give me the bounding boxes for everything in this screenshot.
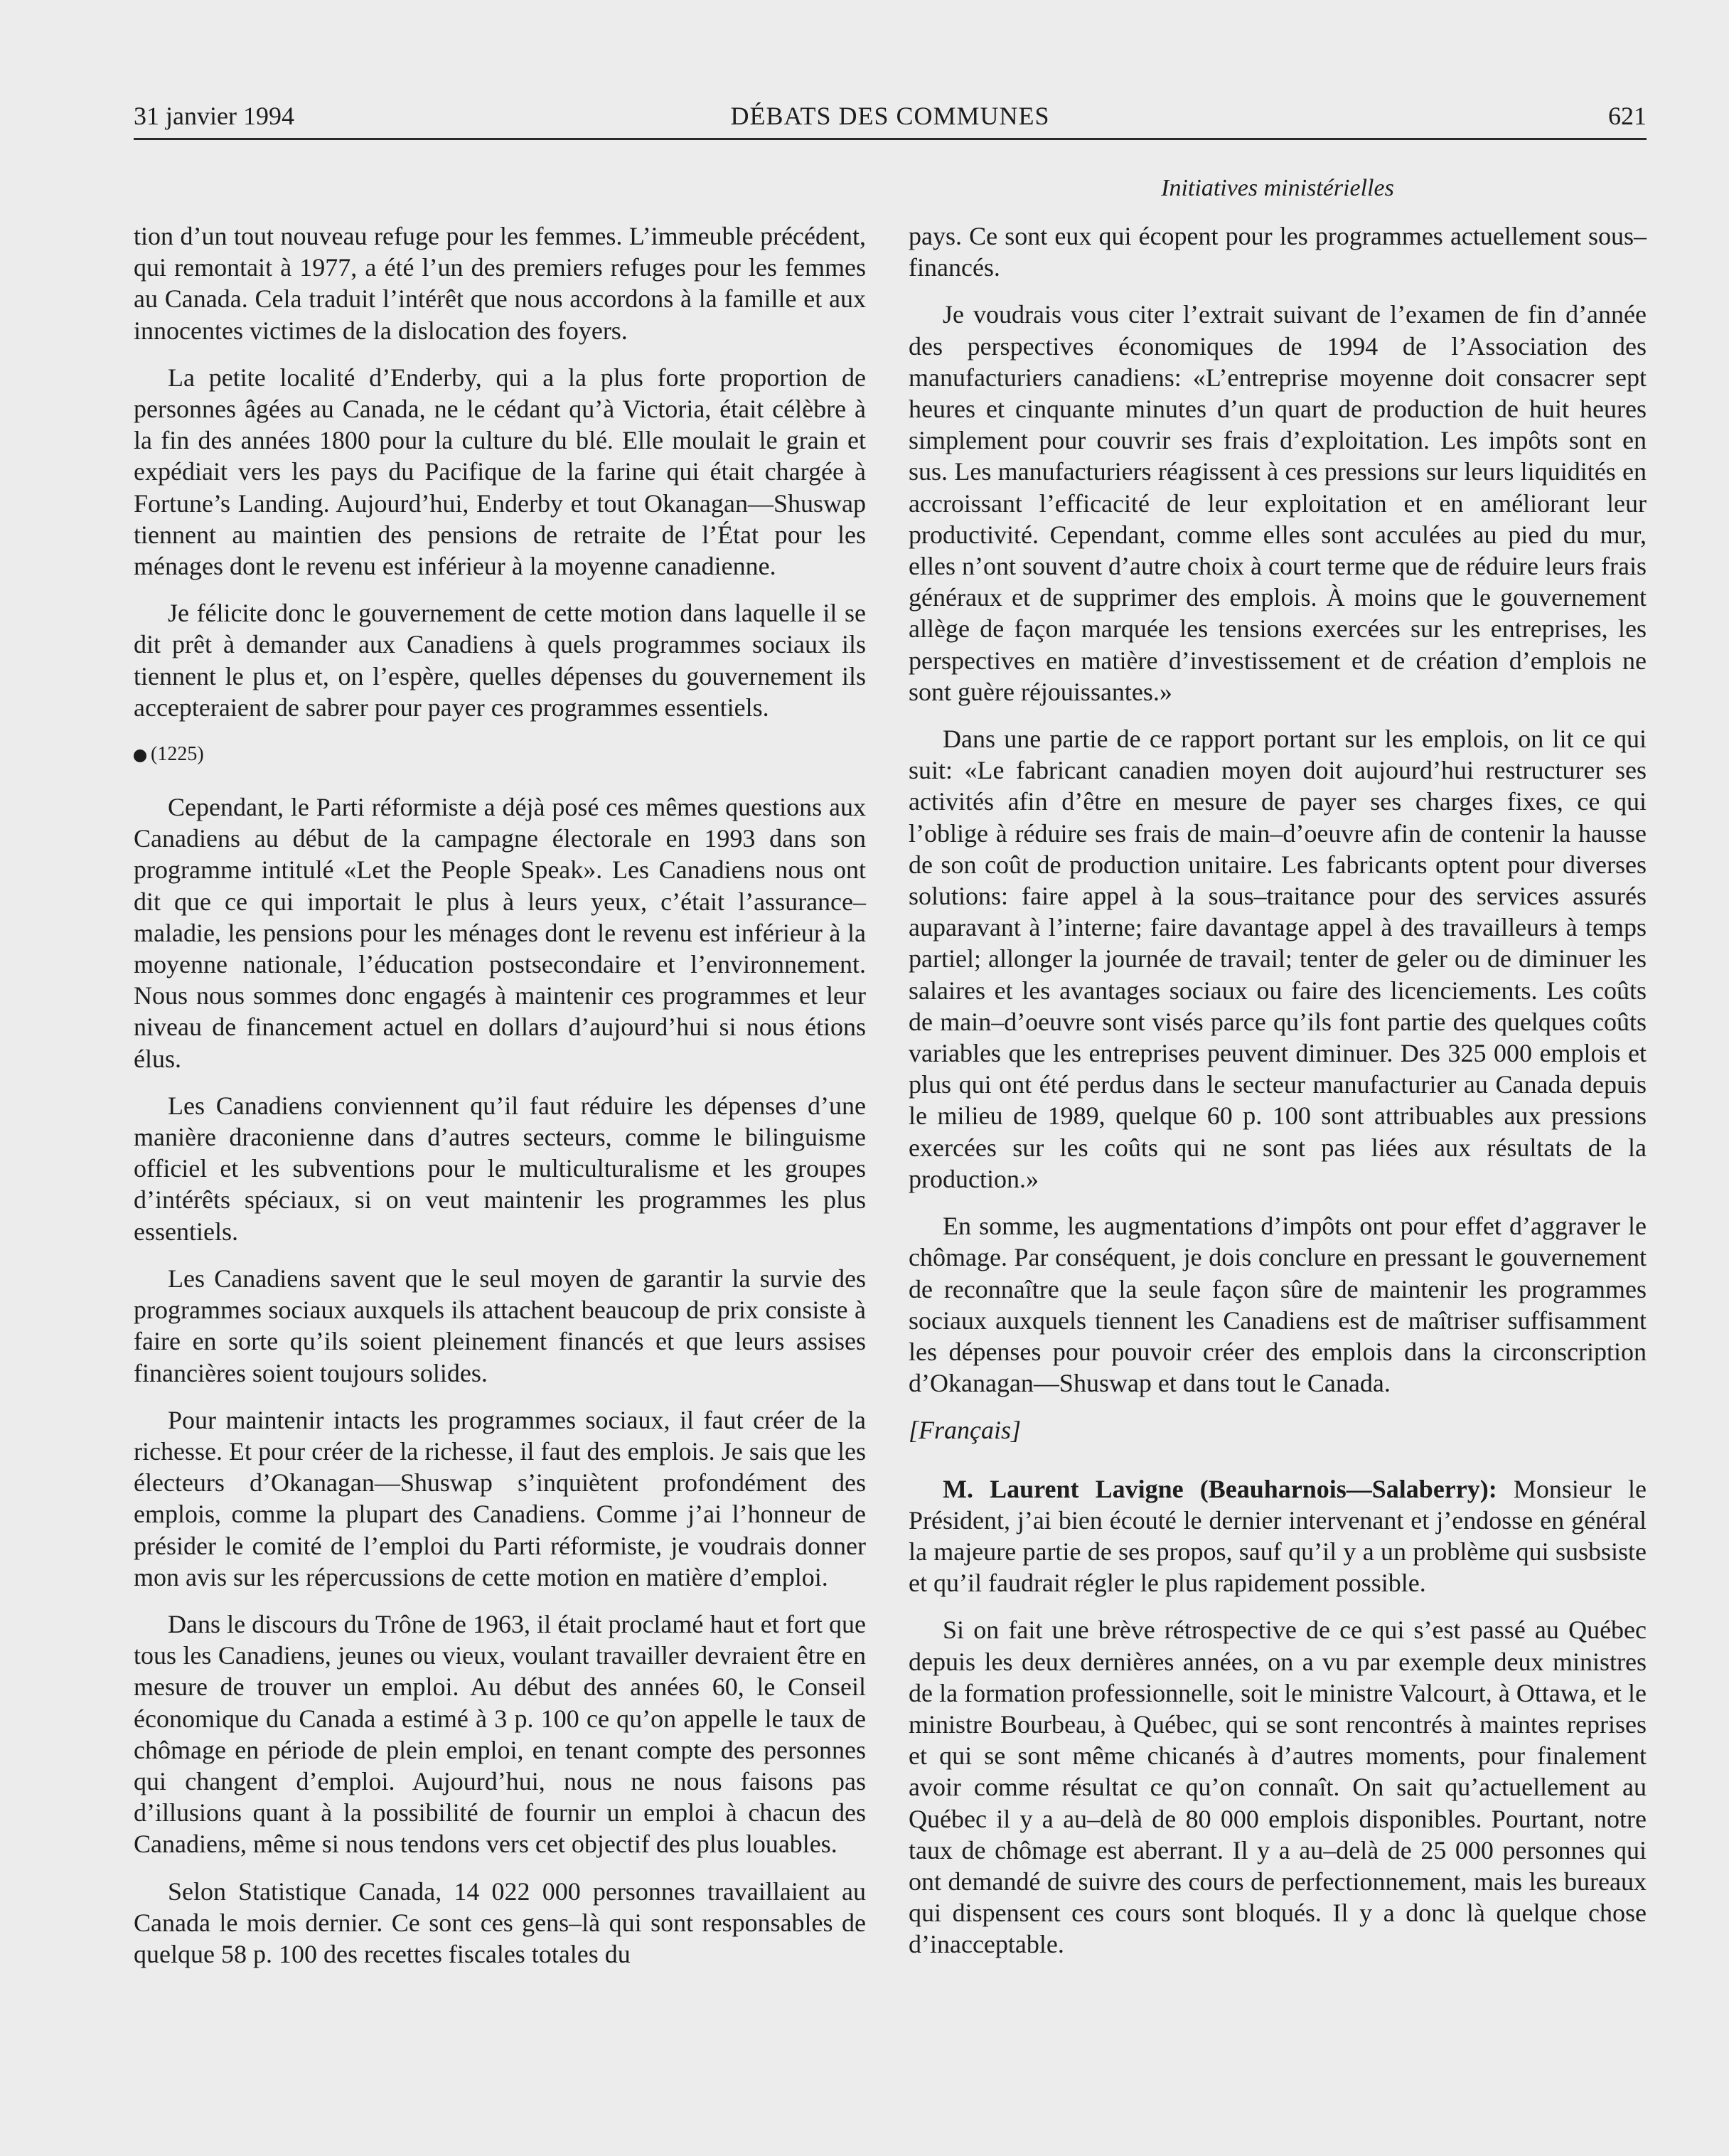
page-header bbox=[134, 97, 1647, 140]
publication-title: DÉBATS DES COMMUNES bbox=[730, 102, 1050, 130]
bullet-icon bbox=[134, 749, 146, 762]
paragraph: Les Canadiens conviennent qu’il faut réduire les dépenses d’une manière draconienne dans d’autres secteurs, comme le bilinguisme officiel et les subventions pour le multiculturalisme et les groupes d’intérêts spéciaux, si on veut maintenir les programmes les plus essentiels. bbox=[134, 1091, 866, 1246]
speaker-text: Monsieur le Président, j’ai bien écouté le dernier intervenant et j’endosse en général la majeure partie de ses propos, sauf qu’il y a un problème qui susbsiste et qu’il faudrait régler le plus rapidement possible. bbox=[909, 1474, 1647, 1598]
language-note: [Français] bbox=[909, 1416, 1022, 1445]
paragraph: Cependant, le Parti réformiste a déjà posé ces mêmes questions aux Canadiens au début de la campagne électorale en 1993 dans son programme intitulé «Let the People Speak». Les Canadiens nous ont dit que ce qui importait le plus à leurs yeux, c’était l’assurance–maladie, les pensions pour les ménages dont le revenu est inférieur à la moyenne nationale, l’éducation postsecondaire et l’environnement. Nous nous sommes donc engagés à maintenir ces programmes et leur niveau de financement actuel en dollars d’aujourd’hui si nous étions élus. bbox=[134, 793, 866, 1073]
paragraph: Pour maintenir intacts les programmes sociaux, il faut créer de la richesse. Et pour créer de la richesse, il faut des emplois. Je sais que les électeurs d’Okanagan—Shuswap s’inquiètent profondément des emplois, comme la plupart des Canadiens. Comme j’ai l’honneur de présider le comité de l’emploi du Parti réformiste, je voudrais donner mon avis sur les répercussions de cette motion en matière d’emploi. bbox=[134, 1405, 866, 1591]
speaker-paragraph bbox=[909, 1473, 1647, 1599]
time-marker-text: (1225) bbox=[151, 743, 204, 766]
paragraph: Dans une partie de ce rapport portant sur les emplois, on lit ce qui suit: «Le fabricant canadien moyen doit aujourd’hui restructurer ses activités afin d’être en mesure de payer ses charges fixes, ce qui l’oblige à réduire ses frais de main–d’oeuvre afin de contenir la hausse de son coût de production unitaire. Les fabricants optent pour diverses solutions: faire appel à la sous–traitance pour des services assurés auparavant à l’interne; faire davantage appel à des travailleurs à temps partiel; allonger la journée de travail; tenter de geler ou de diminuer les salaires et les avantages sociaux ou faire des licenciements. Les coûts de main–d’oeuvre sont visés parce qu’ils font partie des quelques coûts variables que les entreprises peuvent diminuer. Des 325 000 emplois et plus qui ont été perdus dans le secteur manufacturier au Canada depuis le milieu de 1989, quelque 60 p. 100 sont attribuables aux pressions exercées sur les coûts qui ne sont pas liées aux résultats de la production.» bbox=[909, 725, 1647, 1193]
page-number: 621 bbox=[1608, 102, 1647, 130]
paragraph: Selon Statistique Canada, 14 022 000 personnes travaillaient au Canada le mois dernier. Ce sont ces gens–là qui sont responsables de quelque 58 p. 100 des recettes fiscales totales du bbox=[134, 1877, 866, 1968]
paragraph: Si on fait une brève rétrospective de ce qui s’est passé au Québec depuis les deux dernières années, on a vu par exemple deux ministres de la formation professionnelle, soit le ministre Valcourt, à Ottawa, et le ministre Bourbeau, à Québec, qui se sont rencontrés à maintes reprises et qui se sont même chicanés à d’autres moments, pour finalement avoir comme résultat ce qu’on connaît. On sait qu’actuellement au Québec il y a au–delà de 80 000 emplois disponibles. Pourtant, notre taux de chômage est aberrant. Il y a au–delà de 25 000 personnes qui ont demandé de suivre des cours de perfectionnement, mais les bureaux qui dispensent ces cours sont bloqués. Il y a donc là quelque chose d’inacceptable. bbox=[909, 1616, 1647, 1959]
paragraph: En somme, les augmentations d’impôts ont pour effet d’aggraver le chômage. Par conséquent, je dois conclure en pressant le gouvernement de reconnaître que la seule façon sûre de maintenir les programmes sociaux auxquels tiennent les Canadiens est de maîtriser suffisamment les dépenses pour pouvoir créer des emplois dans la circonscription d’Okanagan—Shuswap et dans tout le Canada. bbox=[909, 1212, 1647, 1398]
speaker-name: M. Laurent Lavigne (Beauharnois—Salaberry): bbox=[943, 1474, 1497, 1503]
header-date: 31 janvier 1994 bbox=[134, 102, 294, 130]
section-label: Initiatives ministérielles bbox=[1161, 175, 1394, 201]
paragraph: Dans le discours du Trône de 1963, il était proclamé haut et fort que tous les Canadiens, jeunes ou vieux, voulant travailler devraient être en mesure de trouver un emploi. Au début des années 60, le Conseil économique du Canada a estimé à 3 p. 100 ce qu’on appelle le taux de chômage en période de plein emploi, en tenant compte des personnes qui changent d’emploi. Aujourd’hui, nous ne nous faisons pas d’illusions quant à la possibilité de fournir un emploi à chacun des Canadiens, même si nous tendons vers cet objectif des plus louables. bbox=[134, 1609, 866, 1859]
paragraph: Je voudrais vous citer l’extrait suivant de l’examen de fin d’année des perspectives économiques de 1994 de l’Association des manufacturiers canadiens: «L’entreprise moyenne doit consacrer sept heures et cinquante minutes d’un quart de production de huit heures simplement pour couvrir ses frais d’exploitation. Les impôts sont en sus. Les manufacturiers réagissent à ces pressions sur leurs liquidités en accroissant l’efficacité de leur exploitation et en améliorant leur productivité. Cependant, comme elles sont acculées au pied du mur, elles n’ont souvent d’autre choix à court terme que de réduire leurs frais généraux et de supprimer des emplois. À moins que le gouvernement allège de façon marquée les tensions exercées sur les entreprises, les perspectives en matière d’investissement et de création d’emplois ne sont guère réjouissantes.» bbox=[909, 300, 1647, 706]
paragraph: pays. Ce sont eux qui écopent pour les programmes actuellement sous–financés. bbox=[909, 222, 1647, 282]
time-marker bbox=[134, 739, 866, 770]
left-column bbox=[134, 220, 866, 1985]
paragraph: La petite localité d’Enderby, qui a la plus forte proportion de personnes âgées au Canada, ne le cédant qu’à Victoria, était célèbre à la fin des années 1800 pour la culture du blé. Elle moulait le grain et expédiait vers les pays du Pacifique de la farine qui était chargée à Fortune’s Landing. Aujourd’hui, Enderby et tout Okanagan—Shuswap tiennent au maintien des pensions de retraite de l’État pour les ménages dont le revenu est inférieur à la moyenne canadienne. bbox=[134, 363, 866, 581]
paragraph: Je félicite donc le gouvernement de cette motion dans laquelle il se dit prêt à demander aux Canadiens à quels programmes sociaux ils tiennent le plus et, on l’espère, quelles dépenses du gouvernement ils accepteraient de sabrer pour payer ces programmes essentiels. bbox=[134, 599, 866, 722]
right-column bbox=[909, 220, 1647, 1976]
paragraph: tion d’un tout nouveau refuge pour les femmes. L’immeuble précédent, qui remontait à 1977, a été l’un des premiers refuges pour les femmes au Canada. Cela traduit l’intérêt que nous accordons à la famille et aux innocentes victimes de la dislocation des foyers. bbox=[134, 222, 866, 345]
paragraph: Les Canadiens savent que le seul moyen de garantir la survie des programmes sociaux auxquels ils attachent beaucoup de prix consiste à faire en sorte qu’ils soient pleinement financés et que leurs assises financières soient toujours solides. bbox=[134, 1264, 866, 1387]
